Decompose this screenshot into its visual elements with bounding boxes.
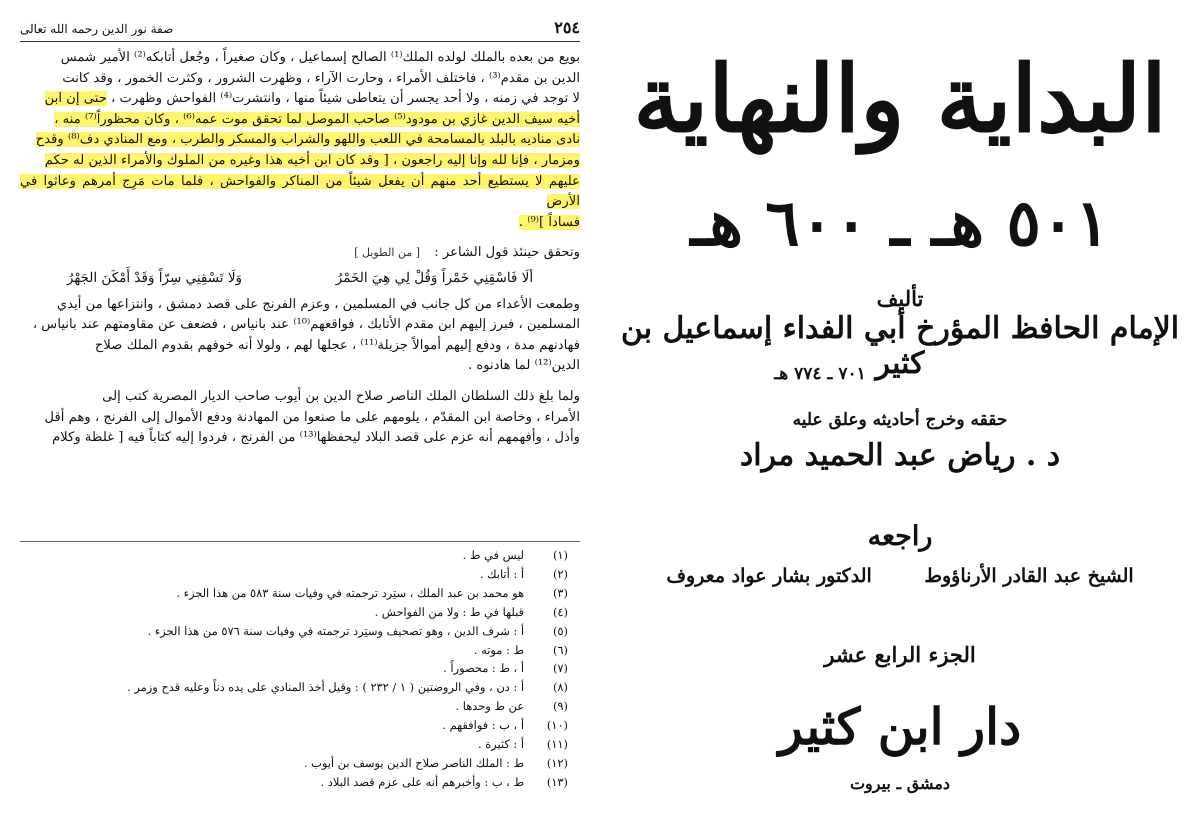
text-line: المسلمين ، فبرز إليهم ابن مقدم الأتابك ، فواقعهم⁽¹⁰⁾ عند بانياس ، فضعف عن مقاومتهم عند بانياس ، <box>32 317 580 333</box>
footnote-text: ليس في ط . <box>462 548 524 562</box>
footnote-text: ط ، ب : وأخبرهم أنه على عزم قصد البلاد . <box>320 774 524 789</box>
text-line <box>20 130 580 151</box>
highlighted-text: حتى إن ابن <box>44 91 107 107</box>
footnote-text: أ : أتابك . <box>479 566 524 581</box>
text-line: الأمراء ، وخاصة ابن المقدّم ، يلومهم على ما صنعوا من المهادنة ودفع الأموال إلى الفرنج ، وهم أقل <box>44 409 580 425</box>
footnote <box>20 754 580 773</box>
author-years: ٧٠١ ـ ٧٧٤ هـ <box>774 364 866 384</box>
footnote-text: ط : موته . <box>473 642 524 657</box>
volume-label: الجزء الرابع عشر <box>824 642 976 667</box>
spacer <box>20 233 580 243</box>
footnote-number: (٦) <box>552 642 568 657</box>
reviewer-name: الدكتور بشار عواد معروف <box>666 565 872 587</box>
footnote <box>20 641 580 660</box>
footnote-number: (١) <box>552 548 568 562</box>
highlighted-text: فساداً ]⁽⁹⁾ . <box>518 214 580 230</box>
publisher-name: دار ابن كثير <box>778 697 1022 756</box>
footnote-text: عن ط وحدها . <box>455 699 524 714</box>
poem-verse <box>20 268 580 289</box>
footnote-number: (٢) <box>552 566 568 581</box>
footnote <box>20 697 580 716</box>
text-line <box>20 172 580 213</box>
running-title: صفة نور الدين رحمه الله تعالى <box>20 22 174 36</box>
footnote <box>20 622 580 641</box>
first-hemistich: ألَا فَاسْقِنِي خَمْراً وَقُلْ لِي هِيَ الخَمْرُ <box>335 269 534 286</box>
editor-label: حققه وخرج أحاديثه وعلق عليه <box>792 410 1008 430</box>
main-text <box>20 48 580 449</box>
page-number: ٢٥٤ <box>554 18 580 37</box>
footnote <box>20 678 580 697</box>
footnote-number: (١٠) <box>546 718 568 733</box>
text-line <box>20 213 580 234</box>
text-line <box>20 110 580 131</box>
footnote-text: أ : شرف الدين ، وهو تصحيف وستِرد ترجمته في وفيات سنة ٥٧٦ من هذا الجزء . <box>147 623 524 638</box>
reviewers <box>600 565 1200 587</box>
footnote <box>20 735 580 754</box>
footnote <box>20 773 580 792</box>
footnote <box>20 603 580 622</box>
spacer <box>20 377 580 387</box>
footnote-text: هو محمد بن عبد الملك ، ستِرد ترجمته في وفيات سنة ٥٨٣ من هذا الجزء . <box>176 585 524 600</box>
footnote-number: (٨) <box>552 680 568 695</box>
footnote-number: (١١) <box>546 737 568 752</box>
title-page <box>600 0 1200 832</box>
footnote <box>20 716 580 735</box>
footnote <box>20 565 580 584</box>
publisher-place: دمشق ـ بيروت <box>849 774 951 793</box>
book-title: البداية والنهاية <box>633 45 1167 153</box>
highlighted-text: عليهم لا يستطيع أحد منهم أن يفعل شيئاً من المناكر والفواحش ، فلما مات مَرِج أمرهم وعاثوا في الأرض <box>20 173 580 210</box>
text-line: وطمعت الأعداء من كل جانب في المسلمين ، وعزم الفرنج على قصد دمشق ، وانتزاعها من أيدي <box>56 296 580 312</box>
page-header <box>20 18 580 42</box>
footnote-text: ط : الملك الناصر صلاح الدين يوسف بن أيوب . <box>303 755 524 770</box>
footnote-number: (٤) <box>552 604 568 619</box>
verse-intro-line <box>20 243 580 264</box>
highlighted-text: ومزمار ، فإنا لله وإنا إليه راجعون ، [ وقد كان ابن أخيه هذا وغيره من الملوك والأمراء الذين له حكم <box>44 152 580 168</box>
verse-intro: وتحقق حينئذ قول الشاعر : <box>434 245 580 261</box>
footnotes <box>20 541 580 792</box>
text-line <box>20 89 580 110</box>
text-line: الدين بن مقدم⁽³⁾ ، فاختلف الأمراء ، وحارت الآراء ، وظهرت الشرور ، وكثرت الخمور ، وقد كانت <box>62 70 580 86</box>
footnote-number: (٣) <box>552 585 568 600</box>
editor-name: د . رياض عبد الحميد مراد <box>739 438 1061 473</box>
footnote-number: (٩) <box>552 699 568 714</box>
poetic-meter: [ من الطويل ] <box>354 246 421 260</box>
footnote-text: أ : دن ، وفي الروضتين ( ١ / ٢٣٢ ) : وقيل أخذ المنادي على يده دناً وعليه قدح وزمر . <box>127 680 524 695</box>
text-segment: لا توجد في زمنه ، ولا أحد يجسر أن يتعاطى شيئاً منها ، وانتشرت⁽⁴⁾ الفواحش وظهرت ، <box>111 91 580 107</box>
footnote-text: أ ، ب : فوافقهم . <box>442 718 524 733</box>
footnote-number: (٥) <box>552 623 568 638</box>
highlighted-text: نادى مناديه بالبلد بالمسامحة في اللعب واللهو والشراب والمسكر والطرب ، ومع المنادي دف⁽⁸⁾ وقدح <box>35 132 580 148</box>
second-hemistich: وَلَا تَسْقِنِي سِرّاً وَقَدْ أَمْكَنَ الجَهْرُ <box>66 269 243 286</box>
footnote-number: (١٣) <box>546 774 568 789</box>
text-line: فهادنهم مدة ، ودفع إليهم أموالاً جزيلة⁽¹¹⁾ ، عجلها لهم ، ولولا أنه خوفهم بقدوم الملك صلاح <box>94 337 580 353</box>
reviewer-name: الشيخ عبد القادر الأرناؤوط <box>924 565 1134 587</box>
text-line: ولما بلغ ذلك السلطان الملك الناصر صلاح الدين بن أيوب صاحب الديار المصرية كتب إلى <box>102 388 580 404</box>
footnote <box>20 584 580 603</box>
text-line: بويع من بعده بالملك لولده الملك⁽¹⁾ الصالح إسماعيل ، وكان صغيراً ، وجُعل أتابكه⁽²⁾ الأمير شمس <box>60 50 580 65</box>
footnote <box>20 659 580 678</box>
reviewed-label: راجعه <box>867 521 933 552</box>
footnote-text: أ : كثيرة . <box>477 737 524 752</box>
footnote-number: (١٢) <box>546 755 568 770</box>
period-years: ٥٠١ هـ ـ ٦٠٠ هـ <box>690 186 1110 261</box>
footnote-text: أ ، ط : محصوراً . <box>443 661 524 676</box>
footnote-text: قبلها في ط : ولا من الفواحش . <box>374 604 524 619</box>
authored-label: تأليف <box>876 286 924 311</box>
footnote-number: (٧) <box>552 661 568 676</box>
highlighted-text: أخيه سيف الدين غازي بن مودود⁽⁵⁾ صاحب الموصل لما تحقق موت عمه⁽⁶⁾ ، وكان محظوراً⁽⁷⁾ منه ، <box>54 111 580 127</box>
footnote <box>20 546 580 565</box>
text-line: الدين⁽¹²⁾ لما هادنوه . <box>467 358 580 374</box>
author-name: الإمام الحافظ المؤرخ أبي الفداء إسماعيل بن كثير <box>620 311 1180 381</box>
text-line <box>20 151 580 172</box>
text-line: وأذل ، وأفهمهم أنه عزم على قصد البلاد ليحفظها⁽¹³⁾ من الفرنج ، فردوا إليه كتاباً فيه [ غلظة وكلام <box>52 430 580 446</box>
